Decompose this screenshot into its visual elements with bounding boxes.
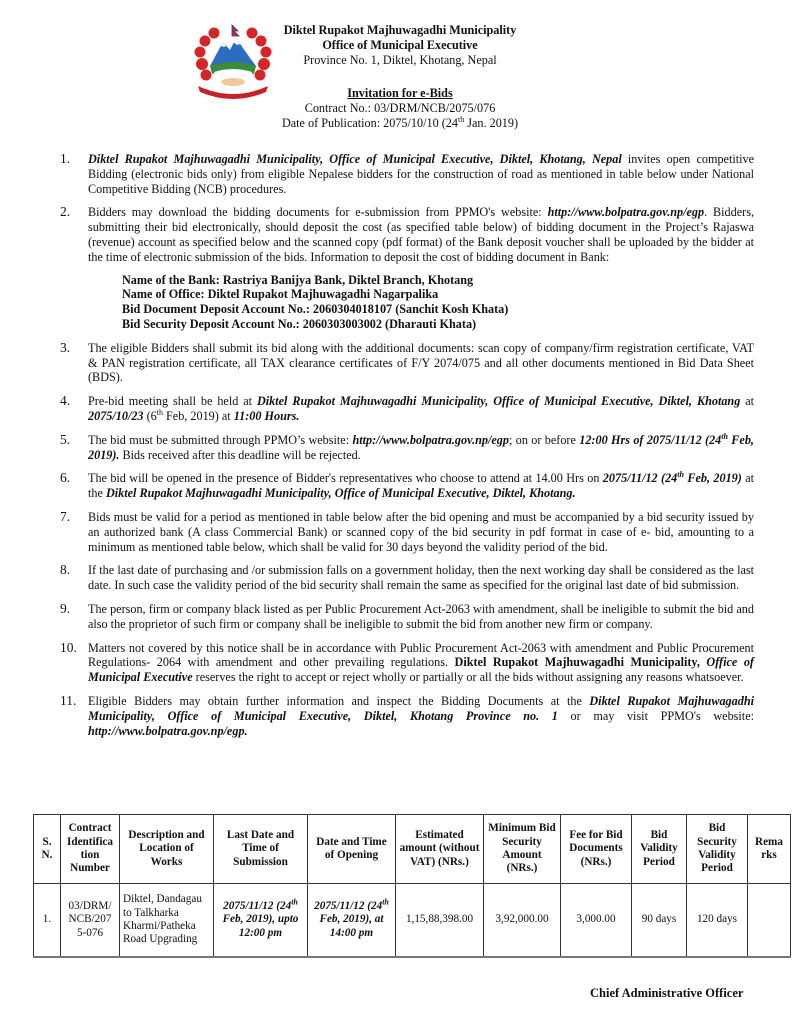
cell-bid-security: 3,92,000.00 bbox=[484, 884, 561, 958]
clause-8: 8. If the last date of purchasing and /or submission falls on a government holiday, then the next working day shall be considered as the last date. In such case the validity period of the bid security shall remain the same as specified for the original last date of bid submission. bbox=[60, 562, 754, 593]
cell-description: Diktel, Dandagau to Talkharka Kharmi/Patheka Road Upgrading bbox=[120, 884, 214, 958]
cell-opening: 2075/11/12 (24th Feb, 2019), at 14:00 pm bbox=[308, 884, 396, 958]
clause-9: 9. The person, firm or company black listed as per Public Procurement Act-2063 with amendment, shall be ineligible to submit the bid and also the proprietor of such firm or company shall be ineligible to submit the bid from another new firm or company. bbox=[60, 600, 754, 631]
col-security-validity: Bid Security Validity Period bbox=[687, 815, 748, 884]
clause-5: 5. The bid must be submitted through PPMO’s website: http://www.bolpatra.gov.np/egp; on or before 12:00 Hrs of 2075/11/12 (24th Feb, 2019). Bids received after this deadline will be rejected. bbox=[60, 431, 754, 462]
cell-bid-validity: 90 days bbox=[632, 884, 687, 958]
col-last-submission: Last Date and Time of Submission bbox=[214, 815, 308, 884]
ppmo-link[interactable]: http://www.bolpatra.gov.np/egp bbox=[547, 205, 705, 220]
col-sn: S. N. bbox=[34, 815, 61, 884]
clause-6: 6. The bid will be opened in the presence of Bidder's representatives who choose to attend at 14.00 Hrs on 2075/11/12 (24th Feb, 2019) at the Diktel Rupakot Majhuwagadhi Municipality, Office of Municipal Executive, Diktel, Khotang. bbox=[60, 470, 755, 501]
notice-header bbox=[230, 86, 570, 131]
ppmo-link[interactable]: http://www.bolpatra.gov.np/egp. bbox=[88, 723, 248, 738]
col-doc-fee: Fee for Bid Documents (NRs.) bbox=[561, 815, 632, 884]
notice-clauses bbox=[60, 152, 754, 747]
org-name: Diktel Rupakot Majhuwagadhi Municipality bbox=[283, 23, 517, 37]
bid-security-account: Bid Security Deposit Account No.: 2060303003002 (Dharauti Khata) bbox=[122, 316, 477, 331]
cell-estimated-amount: 1,15,88,398.00 bbox=[396, 884, 484, 958]
address: Province No. 1, Diktel, Khotang, Nepal bbox=[303, 53, 497, 67]
clause-10: 10. Matters not covered by this notice shall be in accordance with Public Procurement Act-2063 with amendment and Public Procurement Regulations- 2064 with amendment and other prevailing regulations. Diktel Rupakot Majhuwagadhi Municipality, Office of Municipal Executive reserves the right to accept or reject wholly or partially or all the bids without assigning any reasons whatsoever. bbox=[60, 639, 754, 685]
publication-date: Date of Publication: 2075/10/10 (24th Jan. 2019) bbox=[281, 114, 519, 130]
organization-header bbox=[230, 23, 570, 68]
bank-name: Name of the Bank: Rastriya Banijya Bank, Diktel Branch, Khotang bbox=[122, 272, 474, 287]
contract-number: Contract No.: 03/DRM/NCB/2075/076 bbox=[304, 101, 496, 115]
signature-title: Chief Administrative Officer bbox=[590, 986, 744, 1000]
cell-doc-fee: 3,000.00 bbox=[561, 884, 632, 958]
cell-remarks bbox=[748, 884, 791, 958]
table-header-row bbox=[34, 815, 791, 884]
clause-2: 2. Bidders may download the bidding documents for e-submission from PPMO's website: http://www.bolpatra.gov.np/egp. Bidders, submitting their bid electronically, should deposit the cost (as specified table below) of bidding document in the Project’s Rajaswa (revenue) account as specified below and the scanned copy (pdf format) of the Bank deposit voucher shall be uploaded by the bidder at the time of electronic submission of the bids. Information to deposit the cost of bidding document in Bank: Name of the Bank: Rastriya Banijya Bank, Diktel Branch, Khotang Name of Office: Diktel Rupakot Majhuwagadhi Nagarpalika Bid Document Deposit Account No.: 2060304018107 (Sanchit Kosh Khata) Bid Security Deposit Account No.: 2060303003002 (Dharauti Khata) bbox=[60, 204, 754, 331]
cell-security-validity: 120 days bbox=[687, 884, 748, 958]
cell-contract-id: 03/DRM/ NCB/207 5-076 bbox=[61, 884, 120, 958]
bank-details bbox=[122, 273, 754, 332]
bid-document-account: Bid Document Deposit Account No.: 2060304018107 (Sanchit Kosh Khata) bbox=[122, 302, 509, 317]
cell-sn: 1. bbox=[34, 884, 61, 958]
col-estimated-amount: Estimated amount (without VAT) (NRs.) bbox=[396, 815, 484, 884]
clause-4: 4. Pre-bid meeting shall be held at Diktel Rupakot Majhuwagadhi Municipality, Office of Municipal Executive, Diktel, Khotang at 2075/10/23 (6th Feb, 2019) at 11:00 Hours. bbox=[60, 393, 755, 423]
col-bid-security: Minimum Bid Security Amount (NRs.) bbox=[484, 815, 561, 884]
office-name: Office of Municipal Executive bbox=[322, 38, 478, 52]
clause-11: 11. Eligible Bidders may obtain further information and inspect the Bidding Documents at the Diktel Rupakot Majhuwagadhi Municipality, Office of Municipal Executive, Diktel, Khotang Province no. 1 or may visit PPMO's website: http://www.bolpatra.gov.np/egp. bbox=[60, 692, 755, 738]
col-description: Description and Location of Works bbox=[120, 815, 214, 884]
clause-3: 3. The eligible Bidders shall submit its bid along with the additional documents: scan copy of company/firm registration certificate, VAT & PAN registration certificate, all TAX clearance certificates of F/Y 2074/075 and all other documents mentioned in Bid Data Sheet (BDS). bbox=[60, 339, 754, 385]
clause-1: 1. Diktel Rupakot Majhuwagadhi Municipality, Office of Municipal Executive, Diktel, Khotang, Nepal invites open competitive Bidding (electronic bids only) from eligible Nepalese bidders for the construction of road as mentioned in table below under National Competitive Bidding (NCB) procedures. bbox=[60, 151, 754, 196]
clause-7: 7. Bids must be valid for a period as mentioned in table below after the bid opening and must be accompanied by a bid security issued by an authorized bank (A class Commercial Bank) or scanned copy of the bid security in pdf format in case of e- bid, amounting to a minimum as mentioned table below, which shall be valid for 30 days beyond the validity period of the bid. bbox=[60, 508, 754, 554]
notice-title: Invitation for e-Bids bbox=[347, 86, 453, 100]
office-account-name: Name of Office: Diktel Rupakot Majhuwagadhi Nagarpalika bbox=[122, 287, 439, 302]
cell-last-submission: 2075/11/12 (24th Feb, 2019), upto 12:00 pm bbox=[214, 884, 308, 958]
table-row bbox=[34, 884, 791, 958]
col-remarks: Rema rks bbox=[748, 815, 791, 884]
bid-details-table bbox=[33, 814, 791, 958]
ppmo-link[interactable]: http://www.bolpatra.gov.np/egp bbox=[352, 432, 509, 447]
col-bid-validity: Bid Validity Period bbox=[632, 815, 687, 884]
col-opening: Date and Time of Opening bbox=[308, 815, 396, 884]
col-contract-id: Contract Identifica tion Number bbox=[61, 815, 120, 884]
